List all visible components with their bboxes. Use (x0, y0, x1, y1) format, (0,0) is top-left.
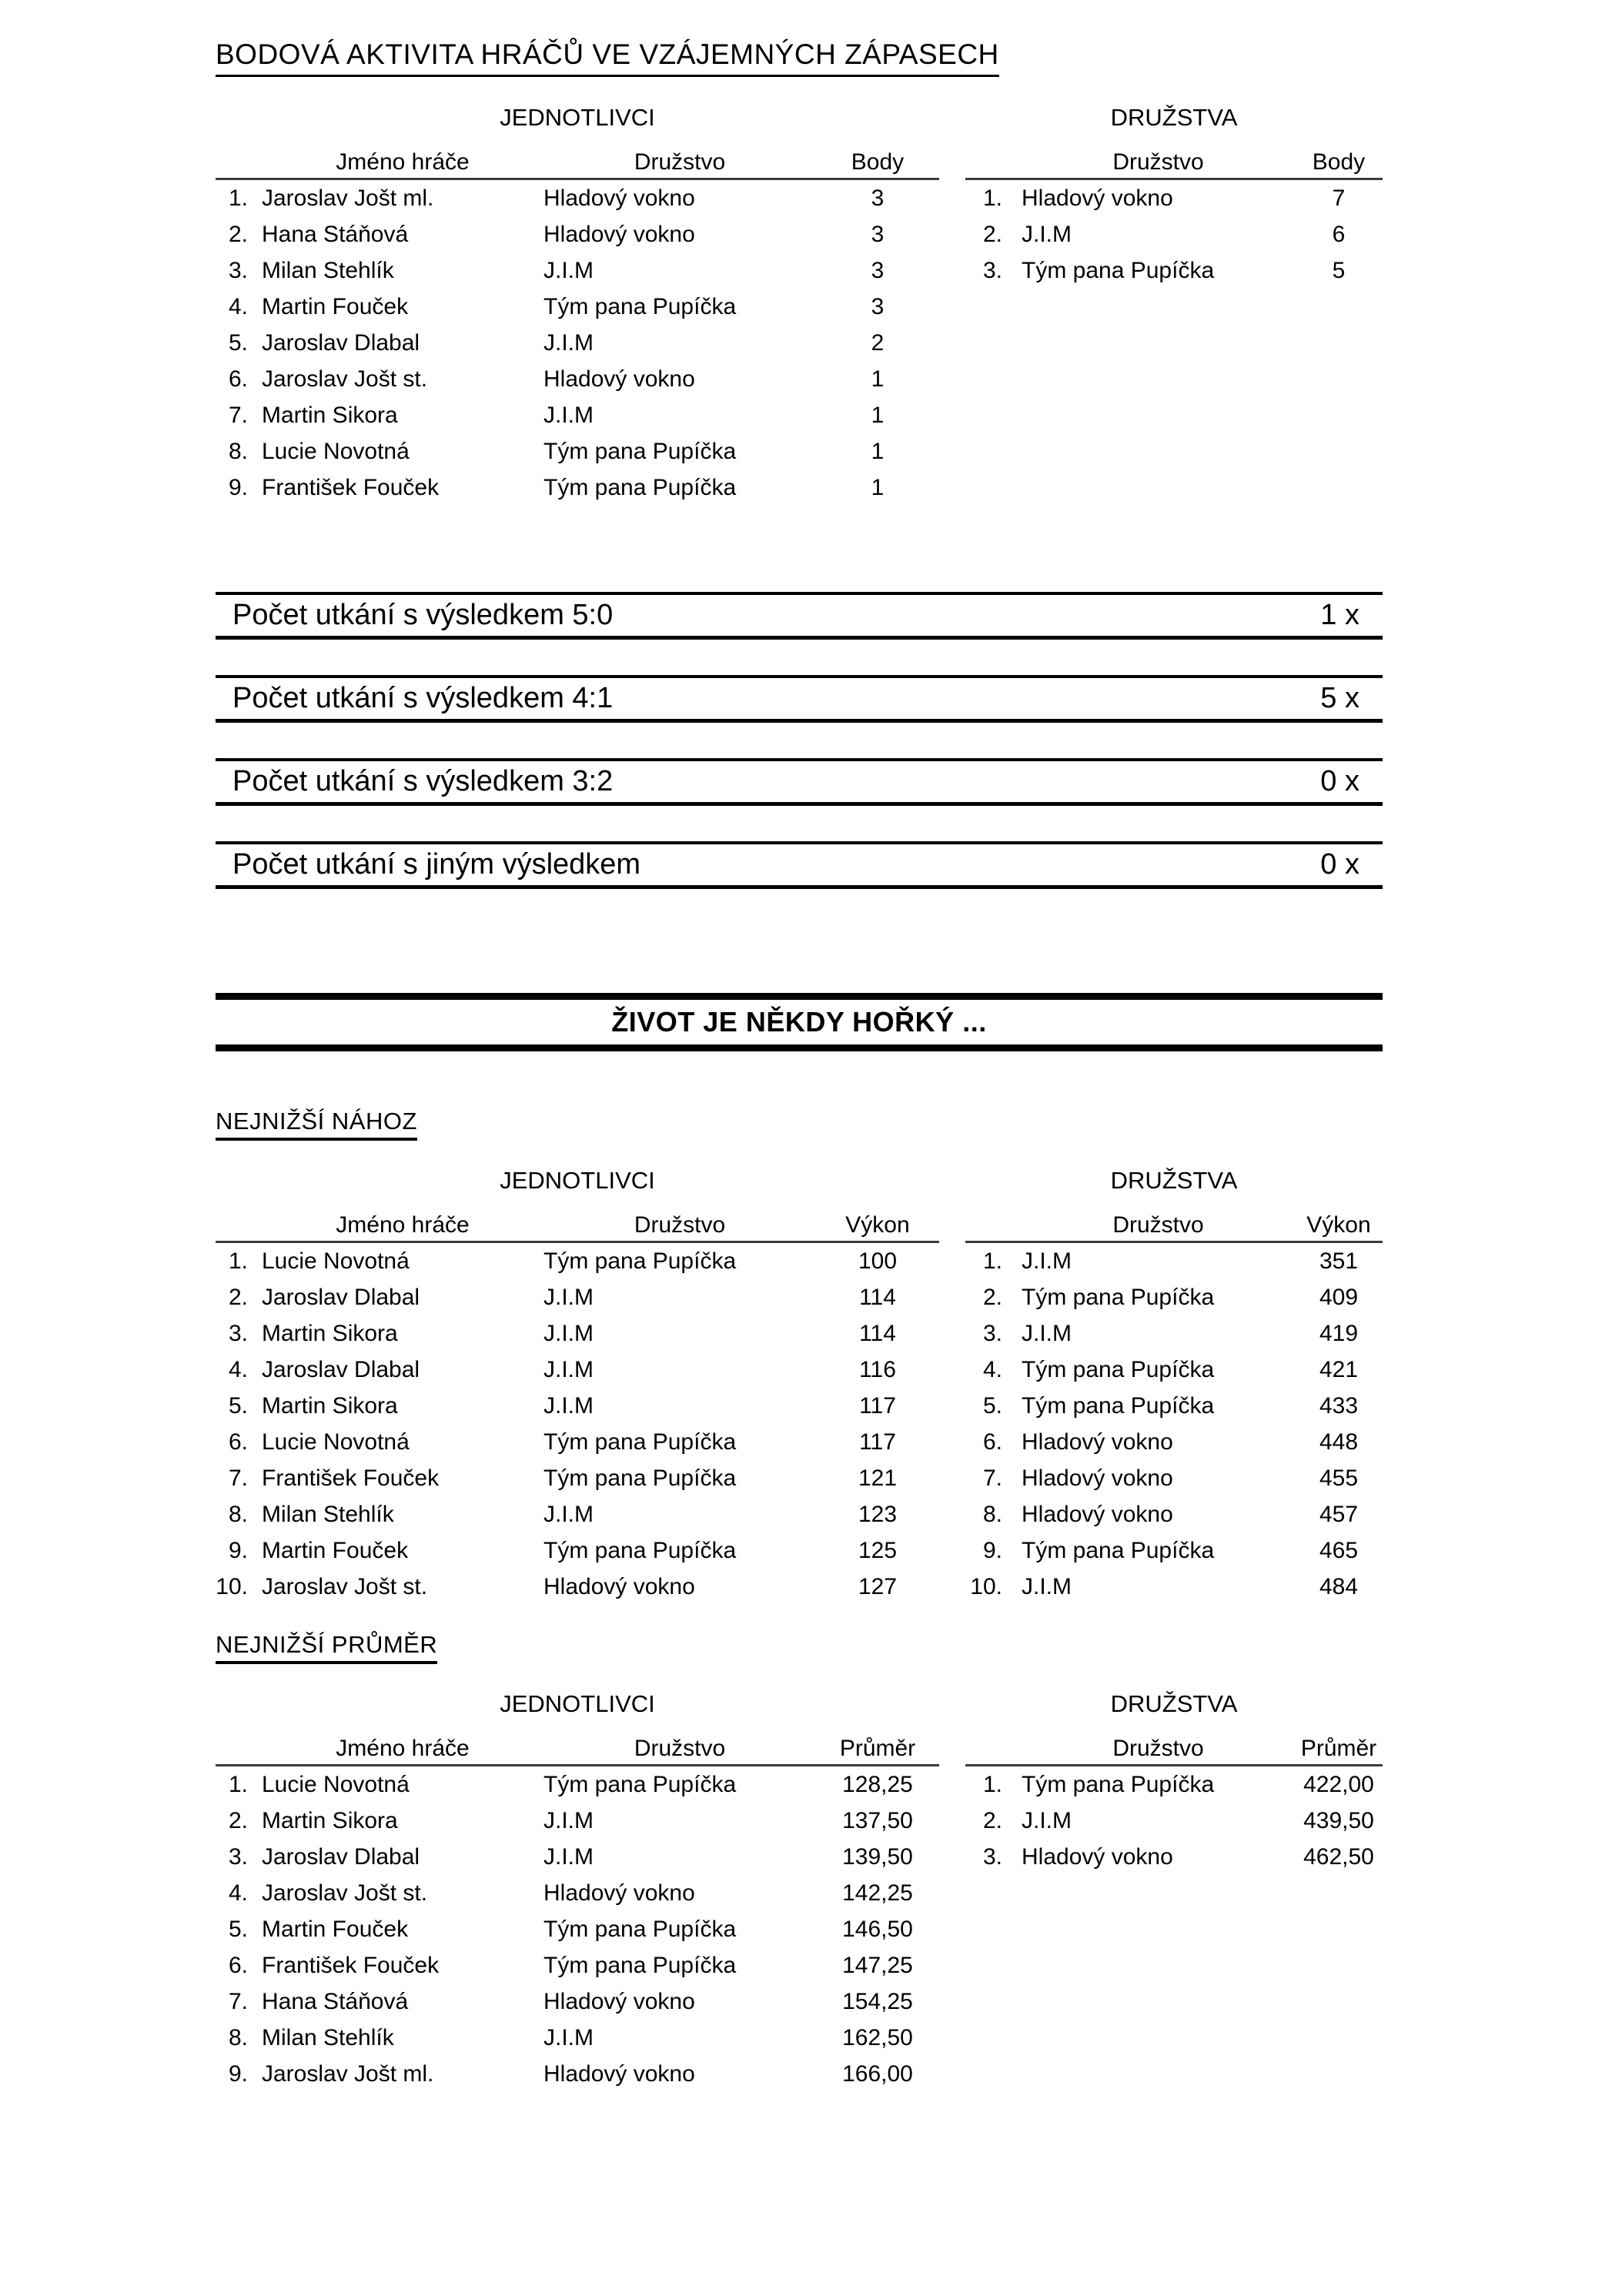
cell-rank: 5. (228, 329, 248, 356)
cell-rank: 1. (982, 1248, 1002, 1274)
cell-team: J.I.M (543, 257, 594, 283)
cell-val: 7 (1332, 185, 1346, 211)
header-team: Družstvo (634, 149, 726, 175)
table-row (216, 1766, 939, 1803)
cell-team: Hladový vokno (543, 221, 695, 247)
cell-val: 421 (1319, 1356, 1359, 1382)
cell-rank: 5. (228, 1392, 248, 1419)
cell-team: Hladový vokno (543, 1988, 695, 2014)
cell-val: 433 (1319, 1392, 1359, 1419)
cell-player: František Fouček (262, 1952, 440, 1978)
cell-team: Tým pana Pupíčka (1022, 1392, 1215, 1419)
header-player: Jméno hráče (336, 1736, 470, 1761)
cell-val: 465 (1319, 1537, 1359, 1563)
cell-val: 455 (1319, 1465, 1359, 1491)
header-performance: Výkon (845, 1212, 910, 1238)
lowest-throw-heading: NEJNIŽŠÍ NÁHOZ (216, 1108, 417, 1141)
lowest-average-individuals-table (216, 1733, 939, 2092)
cell-rank: 2. (228, 221, 248, 247)
cell-player: Martin Sikora (262, 402, 398, 428)
lowest-throw-teams-table (965, 1210, 1383, 1605)
lowest-throw-teams-column (965, 1167, 1383, 1605)
cell-team: Tým pana Pupíčka (1022, 1356, 1215, 1382)
cell-rank: 1. (982, 185, 1002, 211)
table-row (216, 470, 939, 506)
section-banner (216, 993, 1383, 1051)
header-player: Jméno hráče (336, 149, 470, 175)
cell-rank: 1. (228, 1771, 248, 1797)
table-row (216, 1911, 939, 1947)
table-row (216, 1875, 939, 1911)
match-count-label: Počet utkání s jiným výsledkem (232, 848, 641, 881)
cell-val: 1 (871, 402, 885, 428)
cell-rank: 3. (228, 257, 248, 283)
cell-team: Tým pana Pupíčka (543, 474, 737, 500)
cell-val: 147,25 (842, 1952, 913, 1978)
match-count-band (216, 675, 1383, 723)
cell-player: Martin Fouček (262, 1537, 409, 1563)
table-header-row (216, 1733, 939, 1766)
table-row (216, 289, 939, 325)
table-row (216, 1839, 939, 1875)
cell-val: 409 (1319, 1284, 1359, 1310)
match-count-label: Počet utkání s výsledkem 3:2 (232, 765, 614, 797)
match-count-label: Počet utkání s výsledkem 4:1 (232, 682, 614, 714)
header-points: Body (1312, 149, 1366, 175)
cell-team: Tým pana Pupíčka (543, 438, 737, 464)
match-count-band (216, 758, 1383, 806)
teams-heading: DRUŽSTVA (1110, 104, 1238, 131)
cell-val: 116 (859, 1356, 896, 1382)
cell-rank: 9. (228, 1537, 248, 1563)
table-row (965, 1460, 1383, 1496)
cell-player: Milan Stehlík (262, 257, 394, 283)
cell-team: Tým pana Pupíčka (543, 293, 737, 319)
cell-team: Hladový vokno (543, 185, 695, 211)
cell-rank: 3. (228, 1320, 248, 1346)
cell-val: 166,00 (842, 2060, 913, 2087)
cell-team: Tým pana Pupíčka (1022, 257, 1215, 283)
table-row (216, 361, 939, 397)
cell-rank: 7. (982, 1465, 1002, 1491)
header-rank (216, 147, 256, 179)
cell-val: 1 (871, 366, 885, 392)
banner-title: ŽIVOT JE NĚKDY HOŘKÝ ... (611, 1006, 987, 1038)
header-average: Průměr (839, 1736, 916, 1761)
cell-player: Jaroslav Jošt st. (262, 1880, 428, 1906)
table-header-row (216, 147, 939, 179)
cell-team: Tým pana Pupíčka (543, 1465, 737, 1491)
cell-player: Jaroslav Jošt ml. (262, 2060, 434, 2087)
cell-team: J.I.M (543, 1320, 594, 1346)
teams-heading: DRUŽSTVA (1110, 1167, 1238, 1194)
cell-val: 439,50 (1303, 1807, 1374, 1833)
cell-rank: 1. (228, 185, 248, 211)
cell-val: 6 (1332, 221, 1346, 247)
cell-player: Lucie Novotná (262, 1248, 410, 1274)
cell-player: František Fouček (262, 1465, 440, 1491)
header-rank (965, 1210, 1010, 1242)
header-rank (216, 1210, 256, 1242)
table-row (216, 1947, 939, 1984)
cell-team: J.I.M (543, 1356, 594, 1382)
cell-player: Jaroslav Dlabal (262, 1356, 420, 1382)
table-row (216, 1352, 939, 1388)
header-team: Družstvo (1112, 149, 1204, 175)
cell-rank: 3. (982, 257, 1002, 283)
cell-val: 3 (871, 185, 885, 211)
cell-val: 162,50 (842, 2024, 913, 2050)
match-count-band (216, 841, 1383, 889)
cell-rank: 8. (228, 2024, 248, 2050)
table-row (965, 216, 1383, 252)
cell-team: Hladový vokno (1022, 1465, 1173, 1491)
cell-team: Tým pana Pupíčka (543, 1429, 737, 1455)
header-team: Družstvo (634, 1736, 726, 1761)
cell-player: Jaroslav Jošt st. (262, 366, 428, 392)
cell-rank: 10. (970, 1573, 1002, 1599)
header-team: Družstvo (1112, 1212, 1204, 1238)
cell-player: Jaroslav Dlabal (262, 1284, 420, 1310)
header-team: Družstvo (634, 1212, 726, 1238)
table-row (965, 1315, 1383, 1352)
points-section (216, 104, 1383, 506)
individuals-heading: JEDNOTLIVCI (500, 104, 655, 131)
cell-val: 146,50 (842, 1916, 913, 1942)
header-team: Družstvo (1112, 1736, 1204, 1761)
match-count-bands (216, 592, 1383, 889)
cell-team: J.I.M (1022, 1807, 1072, 1833)
cell-rank: 6. (982, 1429, 1002, 1455)
table-row (965, 179, 1383, 217)
cell-rank: 6. (228, 1952, 248, 1978)
cell-rank: 4. (982, 1356, 1002, 1382)
cell-rank: 9. (228, 2060, 248, 2087)
table-row (216, 2056, 939, 2092)
cell-rank: 2. (228, 1284, 248, 1310)
table-row (216, 1460, 939, 1496)
table-row (965, 1496, 1383, 1532)
cell-rank: 7. (228, 402, 248, 428)
cell-team: J.I.M (543, 1284, 594, 1310)
cell-rank: 1. (228, 1248, 248, 1274)
cell-rank: 4. (228, 1356, 248, 1382)
teams-heading: DRUŽSTVA (1110, 1690, 1238, 1717)
cell-player: Martin Sikora (262, 1320, 398, 1346)
cell-rank: 7. (228, 1988, 248, 2014)
table-row (965, 1839, 1383, 1875)
cell-val: 3 (871, 221, 885, 247)
cell-val: 419 (1319, 1320, 1359, 1346)
points-teams-column (965, 104, 1383, 289)
cell-rank: 2. (982, 221, 1002, 247)
cell-team: Hladový vokno (543, 1880, 695, 1906)
cell-rank: 3. (982, 1320, 1002, 1346)
cell-team: Hladový vokno (543, 366, 695, 392)
lowest-throw-individuals-table (216, 1210, 939, 1605)
cell-rank: 8. (228, 438, 248, 464)
table-row (965, 1569, 1383, 1605)
cell-team: Tým pana Pupíčka (1022, 1284, 1215, 1310)
cell-team: J.I.M (543, 329, 594, 356)
points-teams-table (965, 147, 1383, 289)
cell-team: J.I.M (543, 2024, 594, 2050)
lowest-average-teams-table (965, 1733, 1383, 1875)
cell-player: Lucie Novotná (262, 438, 410, 464)
match-count-value: 0 x (1320, 765, 1359, 797)
cell-val: 457 (1319, 1501, 1359, 1527)
header-average: Průměr (1300, 1736, 1377, 1761)
cell-team: Hladový vokno (1022, 1429, 1173, 1455)
cell-rank: 8. (228, 1501, 248, 1527)
table-row (216, 1496, 939, 1532)
table-row (965, 1352, 1383, 1388)
table-row (216, 1388, 939, 1424)
cell-rank: 5. (228, 1916, 248, 1942)
cell-val: 128,25 (842, 1771, 913, 1797)
table-row (216, 1569, 939, 1605)
match-count-label: Počet utkání s výsledkem 5:0 (232, 599, 614, 631)
points-individuals-column (216, 104, 939, 506)
cell-val: 114 (859, 1284, 896, 1310)
cell-team: J.I.M (543, 402, 594, 428)
cell-val: 448 (1319, 1429, 1359, 1455)
cell-rank: 1. (982, 1771, 1002, 1797)
table-row (965, 1242, 1383, 1280)
header-rank (965, 147, 1010, 179)
cell-team: Tým pana Pupíčka (543, 1916, 737, 1942)
lowest-throw-individuals-column (216, 1167, 939, 1605)
table-row (965, 1424, 1383, 1460)
cell-team: J.I.M (1022, 1320, 1072, 1346)
header-rank (216, 1733, 256, 1766)
cell-player: Lucie Novotná (262, 1429, 410, 1455)
table-row (216, 1279, 939, 1315)
cell-rank: 9. (982, 1537, 1002, 1563)
cell-team: J.I.M (1022, 1248, 1072, 1274)
cell-team: Hladový vokno (1022, 1843, 1173, 1870)
cell-val: 117 (859, 1429, 896, 1455)
cell-val: 121 (858, 1465, 898, 1491)
table-row (216, 216, 939, 252)
match-count-band (216, 592, 1383, 640)
table-row (216, 252, 939, 289)
lowest-throw-section (216, 1167, 1383, 1605)
header-rank (965, 1733, 1010, 1766)
cell-player: Hana Stáňová (262, 221, 409, 247)
cell-val: 137,50 (842, 1807, 913, 1833)
cell-player: Martin Fouček (262, 293, 409, 319)
cell-team: J.I.M (1022, 1573, 1072, 1599)
cell-team: J.I.M (543, 1843, 594, 1870)
cell-val: 154,25 (842, 1988, 913, 2014)
table-row (216, 433, 939, 470)
cell-player: Jaroslav Jošt ml. (262, 185, 434, 211)
table-header-row (216, 1210, 939, 1242)
cell-rank: 7. (228, 1465, 248, 1491)
cell-player: Martin Fouček (262, 1916, 409, 1942)
cell-team: Tým pana Pupíčka (543, 1952, 737, 1978)
cell-val: 1 (871, 438, 885, 464)
cell-player: Jaroslav Dlabal (262, 1843, 420, 1870)
table-row (216, 1532, 939, 1569)
match-count-value: 5 x (1320, 682, 1359, 714)
table-row (216, 1242, 939, 1280)
cell-rank: 9. (228, 474, 248, 500)
cell-rank: 2. (982, 1807, 1002, 1833)
cell-rank: 6. (228, 366, 248, 392)
cell-val: 351 (1319, 1248, 1359, 1274)
match-count-value: 0 x (1320, 848, 1359, 881)
lowest-average-teams-column (965, 1690, 1383, 1875)
table-row (965, 1803, 1383, 1839)
cell-player: Jaroslav Dlabal (262, 329, 420, 356)
cell-val: 142,25 (842, 1880, 913, 1906)
cell-team: J.I.M (543, 1392, 594, 1419)
cell-val: 3 (871, 293, 885, 319)
lowest-average-individuals-column (216, 1690, 939, 2092)
cell-val: 3 (871, 257, 885, 283)
cell-rank: 3. (982, 1843, 1002, 1870)
table-header-row (965, 1210, 1383, 1242)
match-count-value: 1 x (1320, 599, 1359, 631)
individuals-heading: JEDNOTLIVCI (500, 1167, 655, 1194)
cell-player: Milan Stehlík (262, 1501, 394, 1527)
cell-rank: 10. (216, 1573, 248, 1599)
table-header-row (965, 147, 1383, 179)
table-row (965, 1279, 1383, 1315)
cell-val: 5 (1332, 257, 1346, 283)
cell-team: J.I.M (1022, 221, 1072, 247)
cell-rank: 5. (982, 1392, 1002, 1419)
table-row (965, 252, 1383, 289)
header-points: Body (851, 149, 905, 175)
cell-rank: 3. (228, 1843, 248, 1870)
cell-val: 125 (858, 1537, 898, 1563)
cell-val: 484 (1319, 1573, 1359, 1599)
cell-val: 1 (871, 474, 885, 500)
cell-team: Tým pana Pupíčka (1022, 1537, 1215, 1563)
table-row (216, 1984, 939, 2020)
cell-rank: 6. (228, 1429, 248, 1455)
table-row (965, 1766, 1383, 1803)
cell-player: Martin Sikora (262, 1807, 398, 1833)
points-individuals-table (216, 147, 939, 506)
cell-team: Hladový vokno (1022, 1501, 1173, 1527)
cell-team: Tým pana Pupíčka (543, 1771, 737, 1797)
cell-val: 117 (859, 1392, 896, 1419)
cell-team: J.I.M (543, 1501, 594, 1527)
cell-val: 462,50 (1303, 1843, 1374, 1870)
cell-team: J.I.M (543, 1807, 594, 1833)
cell-val: 123 (858, 1501, 898, 1527)
table-row (965, 1388, 1383, 1424)
individuals-heading: JEDNOTLIVCI (500, 1690, 655, 1717)
lowest-average-heading: NEJNIŽŠÍ PRŮMĚR (216, 1631, 437, 1664)
cell-val: 114 (859, 1320, 896, 1346)
header-performance: Výkon (1306, 1212, 1371, 1238)
cell-val: 139,50 (842, 1843, 913, 1870)
cell-player: Jaroslav Jošt st. (262, 1573, 428, 1599)
cell-player: František Fouček (262, 474, 440, 500)
cell-player: Martin Sikora (262, 1392, 398, 1419)
cell-team: Hladový vokno (543, 1573, 695, 1599)
lowest-average-section (216, 1690, 1383, 2092)
cell-team: Hladový vokno (543, 2060, 695, 2087)
table-row (216, 179, 939, 217)
cell-val: 127 (858, 1573, 898, 1599)
cell-val: 100 (858, 1248, 898, 1274)
header-player: Jméno hráče (336, 1212, 470, 1238)
cell-rank: 4. (228, 1880, 248, 1906)
page-title: BODOVÁ AKTIVITA HRÁČŮ VE VZÁJEMNÝCH ZÁPASECH (216, 38, 999, 77)
cell-team: Tým pana Pupíčka (543, 1537, 737, 1563)
table-row (216, 1315, 939, 1352)
table-row (216, 1424, 939, 1460)
cell-team: Tým pana Pupíčka (1022, 1771, 1215, 1797)
cell-val: 422,00 (1303, 1771, 1374, 1797)
cell-rank: 8. (982, 1501, 1002, 1527)
cell-player: Milan Stehlík (262, 2024, 394, 2050)
table-row (216, 1803, 939, 1839)
table-row (216, 397, 939, 433)
cell-rank: 2. (228, 1807, 248, 1833)
cell-player: Hana Stáňová (262, 1988, 409, 2014)
table-row (216, 2020, 939, 2056)
cell-rank: 2. (982, 1284, 1002, 1310)
table-row (965, 1532, 1383, 1569)
cell-team: Hladový vokno (1022, 185, 1173, 211)
cell-team: Tým pana Pupíčka (543, 1248, 737, 1274)
cell-player: Lucie Novotná (262, 1771, 410, 1797)
cell-val: 2 (871, 329, 885, 356)
cell-rank: 4. (228, 293, 248, 319)
table-header-row (965, 1733, 1383, 1766)
table-row (216, 325, 939, 361)
